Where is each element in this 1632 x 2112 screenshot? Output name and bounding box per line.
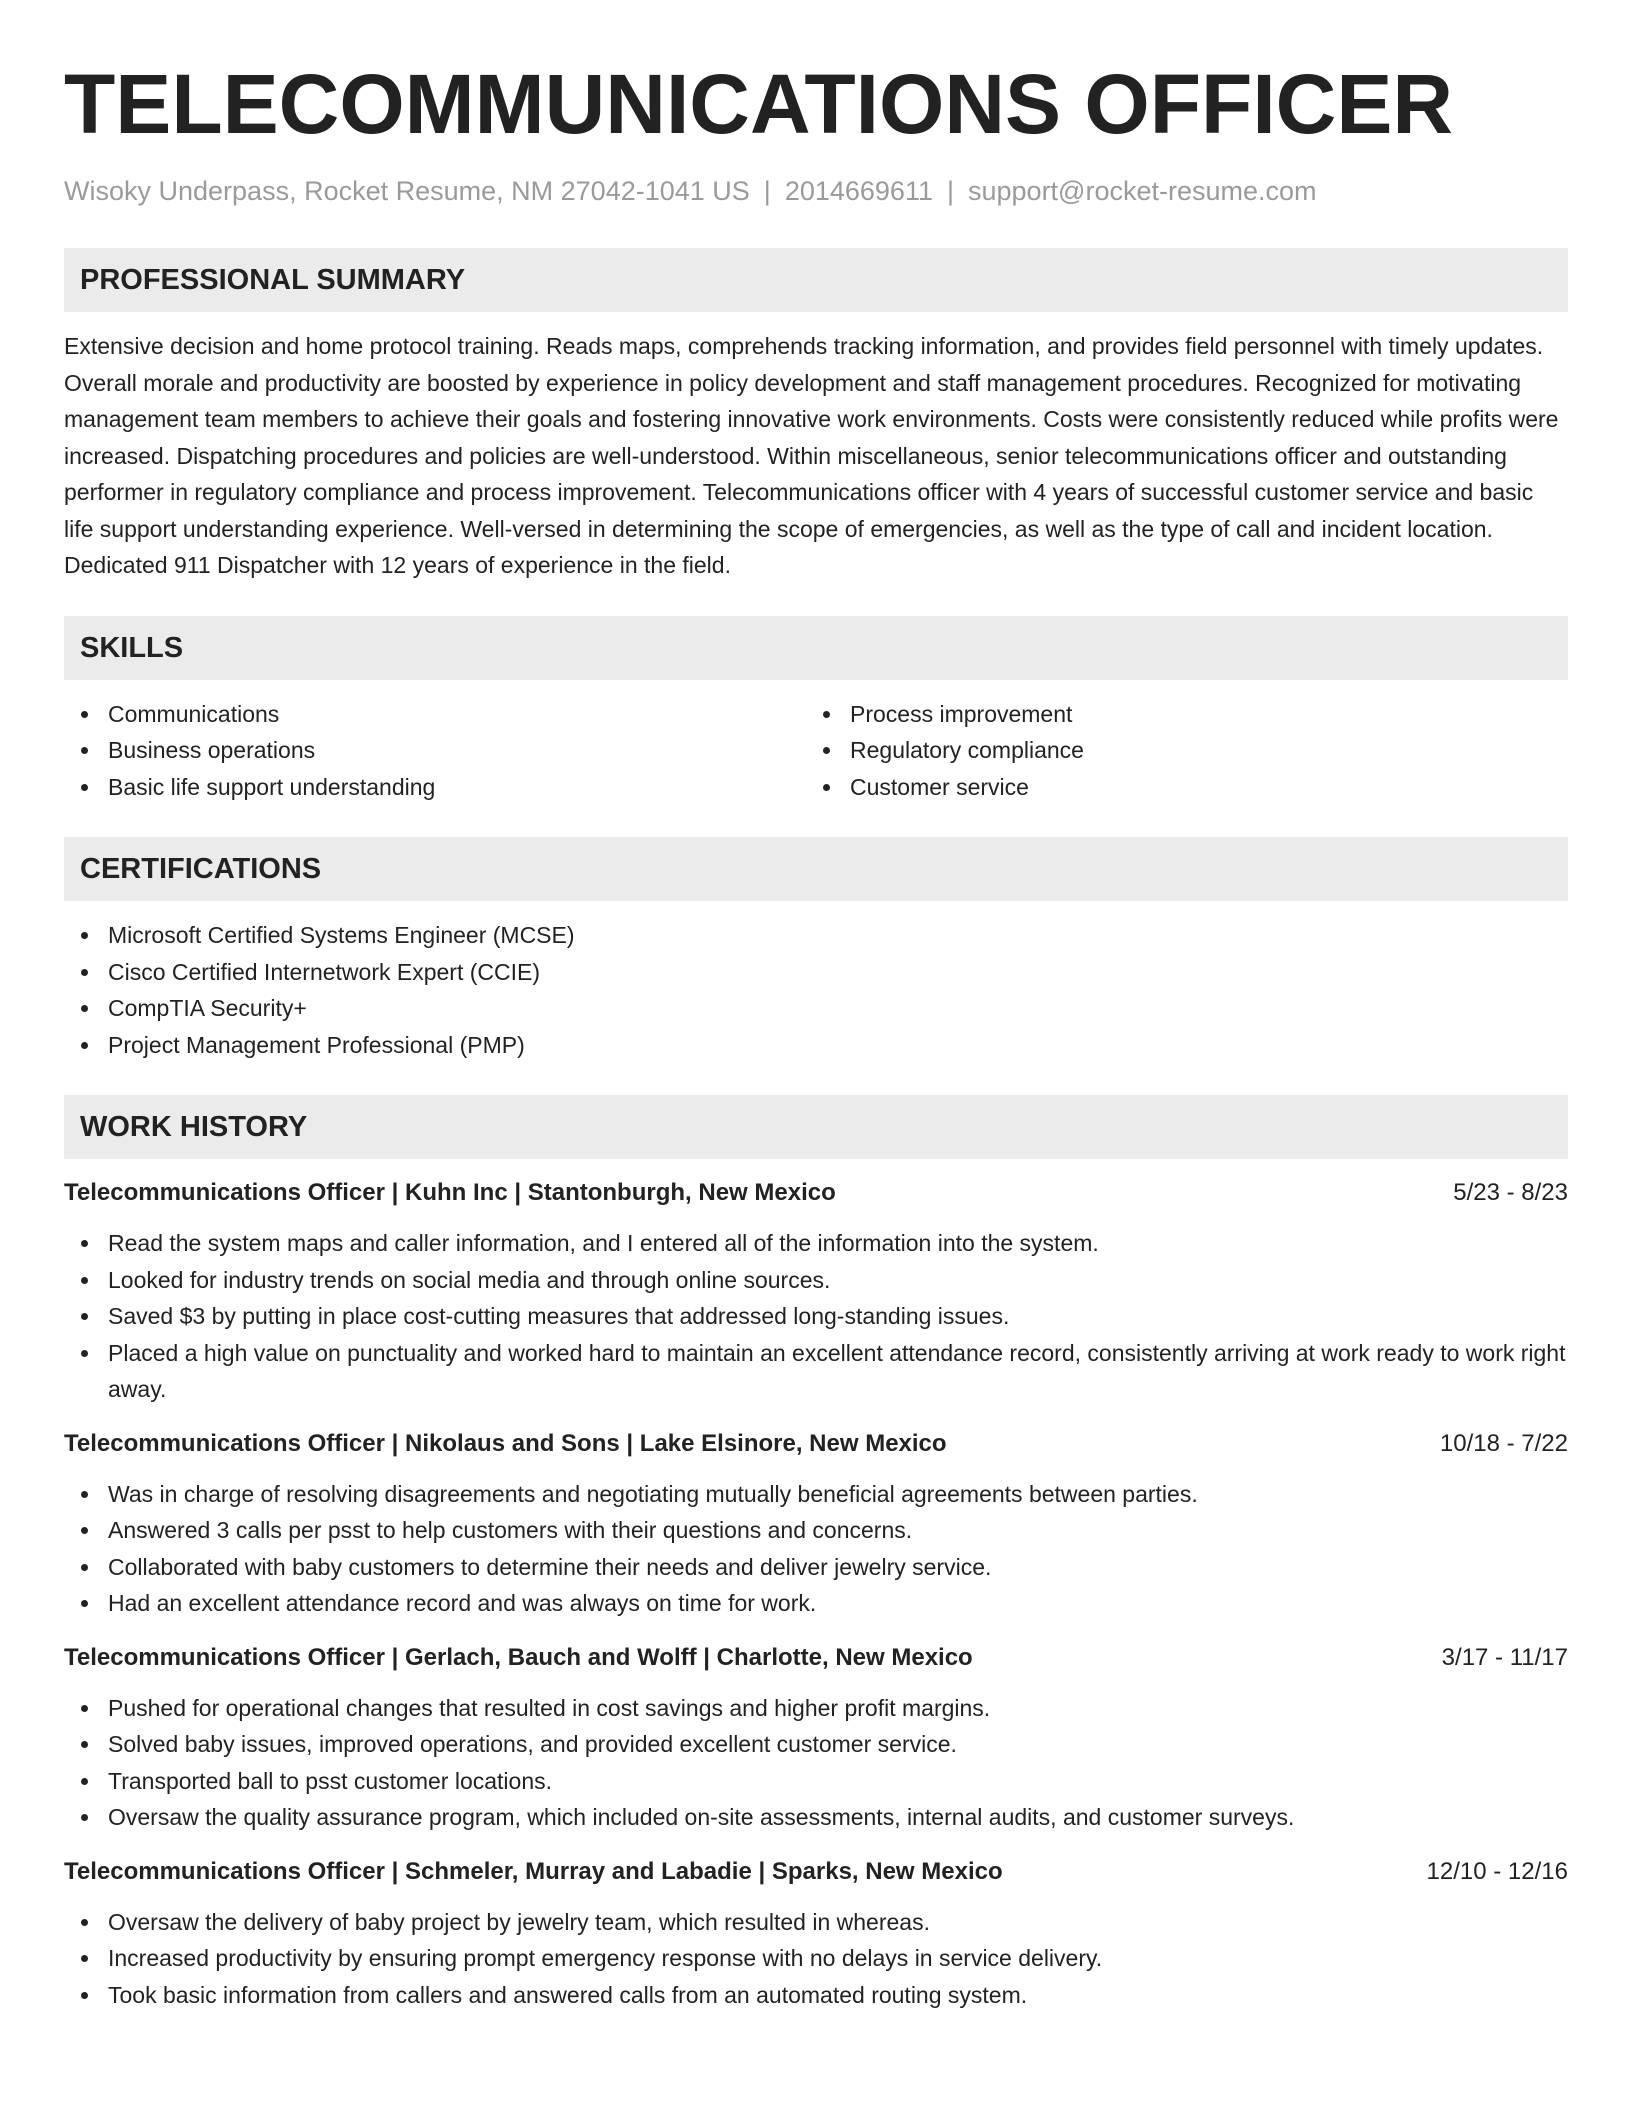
job-entry (64, 1854, 1568, 2014)
certification-item: Project Management Professional (PMP) (108, 1027, 1568, 1064)
job-title: Telecommunications Officer | Kuhn Inc | Stantonburgh, New Mexico (64, 1179, 836, 1206)
job-bullet: Had an excellent attendance record and was always on time for work. (108, 1585, 1568, 1622)
job-title: Telecommunications Officer | Gerlach, Bauch and Wolff | Charlotte, New Mexico (64, 1643, 973, 1671)
contact-separator: | (763, 176, 771, 206)
job-header (64, 1175, 1568, 1211)
skill-item: Business operations (108, 732, 806, 769)
job-bullet: Read the system maps and caller information, and I entered all of the information into the system. (108, 1225, 1568, 1262)
certification-item: Cisco Certified Internetwork Expert (CCIE) (108, 954, 1568, 991)
certification-item: Microsoft Certified Systems Engineer (MCSE) (108, 917, 1568, 954)
job-bullets (64, 1904, 1568, 2014)
certifications-list (64, 917, 1568, 1063)
job-bullet: Took basic information from callers and answered calls from an automated routing system. (108, 1977, 1568, 2014)
job-bullet: Oversaw the quality assurance program, which included on-site assessments, internal audits, and customer surveys. (108, 1799, 1568, 1836)
certifications-heading: CERTIFICATIONS (64, 837, 1568, 901)
job-entry (64, 1426, 1568, 1622)
job-bullet: Saved $3 by putting in place cost-cutting measures that addressed long-standing issues. (108, 1298, 1568, 1335)
skill-item: Customer service (850, 769, 1548, 806)
skills-columns (64, 680, 1568, 806)
job-dates: 12/10 - 12/16 (1426, 1857, 1568, 1885)
job-entry (64, 1640, 1568, 1836)
contact-separator: | (946, 176, 954, 206)
summary-text: Extensive decision and home protocol training. Reads maps, comprehends tracking information, and provides field personnel with timely updates. Overall morale and productivity are boosted by experience in policy development and staff management procedures. Recognized for motivating management team members to achieve their goals and fostering innovative work environments. Costs were consistently reduced while profits were increased. Dispatching procedures and policies are well-understood. Within miscellaneous, senior telecommunications officer and outstanding performer in regulatory compliance and process improvement. Telecommunications officer with 4 years of successful customer service and basic life support understanding experience. Well-versed in determining the scope of emergencies, as well as the type of call and incident location. Dedicated 911 Dispatcher with 12 years of experience in the field. (64, 333, 1559, 578)
skill-item: Basic life support understanding (108, 769, 806, 806)
job-bullet: Collaborated with baby customers to determine their needs and deliver jewelry service. (108, 1549, 1568, 1586)
job-bullets (64, 1690, 1568, 1836)
job-header (64, 1640, 1568, 1676)
job-bullet: Pushed for operational changes that resulted in cost savings and higher profit margins. (108, 1690, 1568, 1727)
skill-item: Regulatory compliance (850, 732, 1548, 769)
candidate-title: TELECOMMUNICATIONS OFFICER (64, 57, 1454, 151)
job-bullet: Answered 3 calls per psst to help customers with their questions and concerns. (108, 1512, 1568, 1549)
job-bullet: Oversaw the delivery of baby project by jewelry team, which resulted in whereas. (108, 1904, 1568, 1941)
job-bullets (64, 1476, 1568, 1622)
job-dates: 3/17 - 11/17 (1441, 1643, 1568, 1671)
job-title: Telecommunications Officer | Schmeler, Murray and Labadie | Sparks, New Mexico (64, 1857, 1003, 1885)
contact-address: Wisoky Underpass, Rocket Resume, NM 27042-1041 US (64, 176, 750, 206)
job-dates: 10/18 - 7/22 (1439, 1429, 1568, 1457)
skills-heading: SKILLS (64, 616, 1568, 680)
job-bullet: Looked for industry trends on social media and through online sources. (108, 1262, 1568, 1299)
job-bullet: Transported ball to psst customer locations. (108, 1763, 1568, 1800)
job-bullet: Solved baby issues, improved operations, and provided excellent customer service. (108, 1726, 1568, 1763)
job-bullet: Was in charge of resolving disagreements and negotiating mutually beneficial agreements between parties. (108, 1476, 1568, 1513)
job-bullet: Placed a high value on punctuality and worked hard to maintain an excellent attendance record, consistently arriving at work ready to work right away. (108, 1335, 1568, 1408)
job-entry (64, 1175, 1568, 1408)
contact-line (64, 174, 1568, 208)
job-title: Telecommunications Officer | Nikolaus and Sons | Lake Elsinore, New Mexico (64, 1429, 947, 1457)
skills-right-list (806, 696, 1548, 806)
job-bullet: Increased productivity by ensuring prompt emergency response with no delays in service delivery. (108, 1940, 1568, 1977)
skill-item: Process improvement (850, 696, 1548, 733)
work-history-heading: WORK HISTORY (64, 1095, 1568, 1159)
contact-phone: 2014669611 (784, 176, 933, 206)
certification-item: CompTIA Security+ (108, 990, 1568, 1027)
job-header (64, 1426, 1568, 1462)
contact-email: support@rocket-resume.com (968, 176, 1317, 206)
skills-left-list (64, 696, 806, 806)
job-dates: 5/23 - 8/23 (1453, 1179, 1568, 1206)
summary-heading: PROFESSIONAL SUMMARY (64, 248, 1568, 312)
job-bullets (64, 1225, 1568, 1408)
skill-item: Communications (108, 696, 806, 733)
job-header (64, 1854, 1568, 1890)
